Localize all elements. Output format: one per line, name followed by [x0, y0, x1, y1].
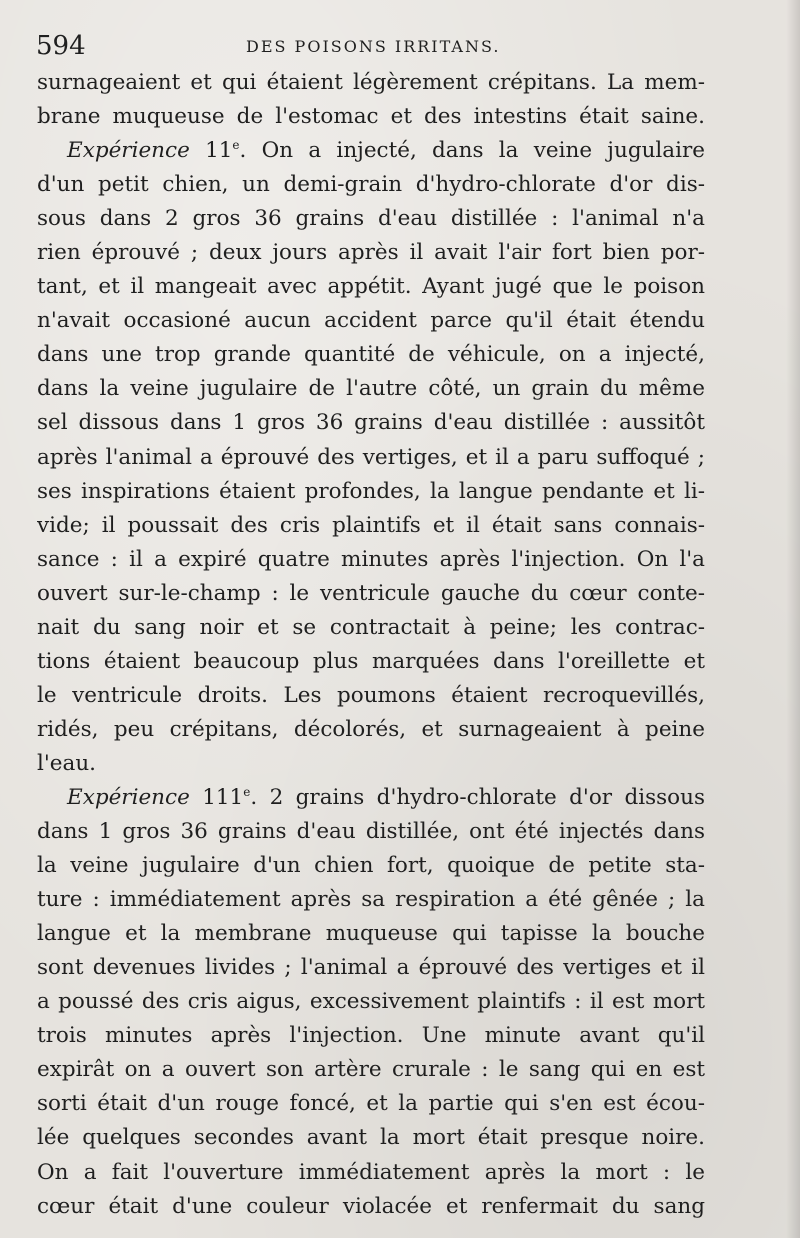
- experiment-heading-text: . 2 grains d'hydro-chlorate d'or dissous: [250, 784, 705, 810]
- page-edge-shadow: [786, 0, 800, 1238]
- text-line: ouvert sur-le-champ : le ventricule gauche du cœur conte-: [37, 580, 705, 606]
- ordinal-superscript: e: [243, 784, 251, 799]
- experiment-ordinal: 111: [202, 784, 244, 810]
- ordinal-superscript: e: [232, 138, 240, 153]
- text-line: a poussé des cris aigus, excessivement plaintifs : il est mort: [37, 989, 705, 1015]
- experiment-heading-line: [37, 781, 705, 815]
- running-head: DES POISONS IRRITANS.: [246, 37, 501, 56]
- text-line: le ventricule droits. Les poumons étaient recroquevillés,: [37, 682, 705, 708]
- text-line: dans la veine jugulaire de l'autre côté, un grain du même: [37, 376, 705, 402]
- text-line: vide; il poussait des cris plaintifs et il était sans connais-: [37, 512, 705, 538]
- text-line: après l'animal a éprouvé des vertiges, et il a paru suffoqué ;: [37, 444, 705, 470]
- text-line: dans 1 gros 36 grains d'eau distillée, ont été injectés dans: [37, 819, 705, 845]
- text-line: l'eau.: [37, 750, 97, 776]
- experiment-label: Expérience: [67, 784, 190, 810]
- text-line: tant, et il mangeait avec appétit. Ayant jugé que le poison: [37, 274, 705, 300]
- page-number: 594: [36, 31, 86, 61]
- text-line: d'un petit chien, un demi-grain d'hydro-chlorate d'or dis-: [37, 172, 705, 198]
- text-line: ridés, peu crépitans, décolorés, et surnageaient à peine: [37, 716, 705, 742]
- text-line: tions étaient beaucoup plus marquées dans l'oreillette et: [37, 648, 705, 674]
- text-line: dans une trop grande quantité de véhicule, on a injecté,: [37, 342, 705, 368]
- text-line: lée quelques secondes avant la mort était presque noire.: [37, 1125, 705, 1151]
- text-line: rien éprouvé ; deux jours après il avait l'air fort bien por-: [37, 240, 705, 266]
- text-line: sorti était d'un rouge foncé, et la partie qui s'en est écou-: [37, 1091, 705, 1117]
- text-line: sel dissous dans 1 gros 36 grains d'eau distillée : aussitôt: [37, 410, 705, 436]
- text-line: trois minutes après l'injection. Une minute avant qu'il: [37, 1023, 705, 1049]
- text-line: n'avait occasioné aucun accident parce qu'il était étendu: [37, 308, 705, 334]
- experiment-ordinal: 11: [205, 138, 233, 164]
- text-line: ture : immédiatement après sa respiration a été gênée ; la: [37, 887, 705, 913]
- text-line: expirât on a ouvert son artère crurale : le sang qui en est: [37, 1057, 705, 1083]
- text-line: On a fait l'ouverture immédiatement après la mort : le: [37, 1159, 705, 1185]
- text-line: ses inspirations étaient profondes, la langue pendante et li-: [37, 478, 705, 504]
- text-line: sous dans 2 gros 36 grains d'eau distillée : l'animal n'a: [37, 206, 705, 232]
- page-header: [36, 30, 756, 62]
- text-line: la veine jugulaire d'un chien fort, quoique de petite sta-: [37, 853, 705, 879]
- experiment-heading-text: . On a injecté, dans la veine jugulaire: [239, 138, 705, 164]
- body-text: [37, 66, 705, 1224]
- text-line: sance : il a expiré quatre minutes après l'injection. On l'a: [37, 546, 705, 572]
- experiment-label: Expérience: [67, 138, 190, 164]
- text-line: brane muqueuse de l'estomac et des intestins était saine.: [37, 104, 705, 130]
- text-line: sont devenues livides ; l'animal a éprouvé des vertiges et il: [37, 955, 705, 981]
- text-line: cœur était d'une couleur violacée et renfermait du sang: [37, 1193, 705, 1219]
- text-line: nait du sang noir et se contractait à peine; les contrac-: [37, 614, 705, 640]
- experiment-heading-line: [37, 134, 705, 168]
- text-line: surnageaient et qui étaient légèrement crépitans. La mem-: [37, 70, 705, 95]
- text-line: langue et la membrane muqueuse qui tapisse la bouche: [37, 921, 705, 947]
